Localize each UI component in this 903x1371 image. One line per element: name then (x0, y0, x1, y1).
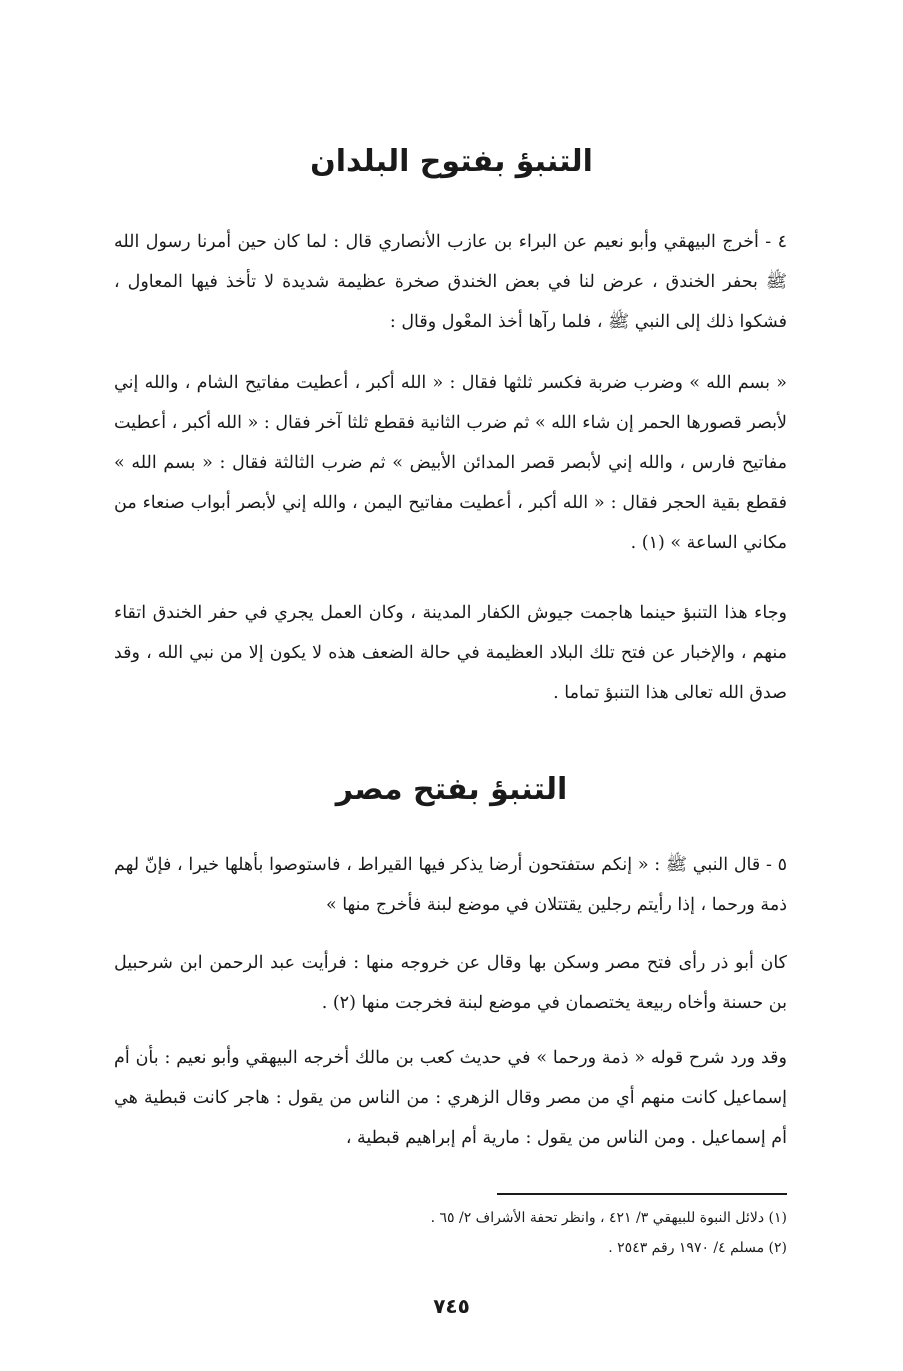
footnote-2: (٢) مسلم ٤/ ١٩٧٠ رقم ٢٥٤٣ . (608, 1240, 787, 1256)
footnote-divider (497, 1193, 787, 1195)
section-heading-egypt: التنبؤ بفتح مصر (335, 772, 568, 807)
section-heading-conquests: التنبؤ بفتوح البلدان (310, 144, 593, 179)
page-number: ٧٤٥ (433, 1294, 470, 1318)
paragraph-explanation: وقد ورد شرح قوله « ذمة ورحما » في حديث كعب بن مالك أخرجه البيهقي وأبو نعيم : بأن أم إسماعيل كانت منهم أي من مصر وقال الزهري : من الناس من يقول : هاجر كانت قبطية هي أم إسماعيل . ومن الناس من يقول : مارية أم إبراهيم قبطية ، (114, 1048, 787, 1148)
paragraph-commentary-trench: وجاء هذا التنبؤ حينما هاجمت جيوش الكفار المدينة ، وكان العمل يجري في حفر الخندق اتقاء منهم ، والإخبار عن فتح تلك البلاد العظيمة في حالة الضعف هذه لا يكون إلا من نبي الله ، وقد صدق الله تعالى هذا التنبؤ تماما . (114, 603, 787, 703)
paragraph-abu-dharr: كان أبو ذر رأى فتح مصر وسكن بها وقال عن خروجه منها : فرأيت عبد الرحمن ابن شرحبيل بن حسنة وأخاه ربيعة يختصمان في موضع لبنة فخرجت منها (٢) . (114, 953, 787, 1013)
paragraph-hadith-4: ٤ - أخرج البيهقي وأبو نعيم عن البراء بن عازب الأنصاري قال : لما كان حين أمرنا رسول الله ﷺ بحفر الخندق ، عرض لنا في بعض الخندق صخرة عظيمة شديدة لا تأخذ فيها المعاول ، فشكوا ذلك إلى النبي ﷺ ، فلما رآها أخذ المعْول وقال : (114, 232, 787, 332)
footnotes-list (200, 1203, 787, 1263)
paragraph-hadith-5: ٥ - قال النبي ﷺ : « إنكم ستفتحون أرضا يذكر فيها القيراط ، فاستوصوا بأهلها خيرا ، فإنّ لهم ذمة ورحما ، إذا رأيتم رجلين يقتتلان في موضع لبنة فأخرج منها » (114, 855, 787, 915)
footnote-1: (١) دلائل النبوة للبيهقي ٣/ ٤٢١ ، وانظر تحفة الأشراف ٢/ ٦٥ . (430, 1210, 787, 1226)
paragraph-hadith-4-quote: « بسم الله » وضرب ضربة فكسر ثلثها فقال : « الله أكبر ، أعطيت مفاتيح الشام ، والله إني لأبصر قصورها الحمر إن شاء الله » ثم ضرب الثانية فقطع ثلثا آخر فقال : « الله أكبر ، أعطيت مفاتيح فارس ، والله إني لأبصر قصر المدائن الأبيض » ثم ضرب الثالثة فقال : « بسم الله » فقطع بقية الحجر فقال : « الله أكبر ، أعطيت مفاتيح اليمن ، والله إني لأبصر أبواب صنعاء من مكاني الساعة » (١) . (114, 373, 787, 553)
